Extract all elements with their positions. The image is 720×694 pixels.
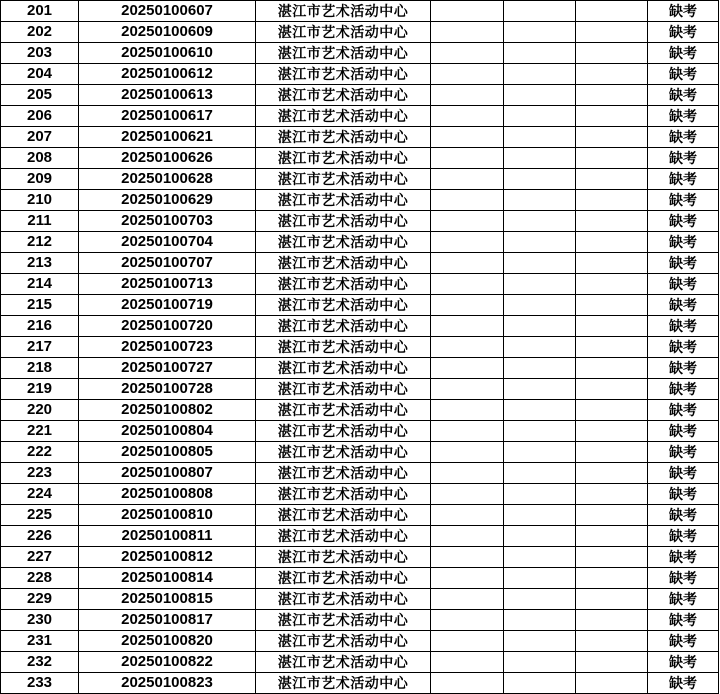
exam-id-cell: 20250100812 [79, 547, 256, 568]
table-row [1, 547, 719, 568]
table-row [1, 589, 719, 610]
blank-cell [504, 547, 576, 568]
row-number-cell: 207 [1, 127, 79, 148]
unit-name-cell: 湛江市艺术活动中心 [256, 505, 431, 526]
row-number-cell: 222 [1, 442, 79, 463]
blank-cell [431, 610, 504, 631]
blank-cell [504, 148, 576, 169]
unit-name-cell: 湛江市艺术活动中心 [256, 421, 431, 442]
status-cell: 缺考 [648, 442, 719, 463]
row-number-cell: 218 [1, 358, 79, 379]
status-cell: 缺考 [648, 64, 719, 85]
blank-cell [576, 316, 648, 337]
row-number-cell: 228 [1, 568, 79, 589]
exam-id-cell: 20250100610 [79, 43, 256, 64]
blank-cell [431, 442, 504, 463]
blank-cell [576, 568, 648, 589]
table-row [1, 652, 719, 673]
blank-cell [576, 379, 648, 400]
blank-cell [576, 127, 648, 148]
unit-name-cell: 湛江市艺术活动中心 [256, 43, 431, 64]
row-number-cell: 206 [1, 106, 79, 127]
unit-name-cell: 湛江市艺术活动中心 [256, 295, 431, 316]
unit-name-cell: 湛江市艺术活动中心 [256, 526, 431, 547]
table-row [1, 295, 719, 316]
status-cell: 缺考 [648, 316, 719, 337]
unit-name-cell: 湛江市艺术活动中心 [256, 442, 431, 463]
blank-cell [431, 505, 504, 526]
table-row [1, 190, 719, 211]
status-cell: 缺考 [648, 169, 719, 190]
unit-name-cell: 湛江市艺术活动中心 [256, 253, 431, 274]
blank-cell [576, 232, 648, 253]
row-number-cell: 224 [1, 484, 79, 505]
blank-cell [576, 400, 648, 421]
blank-cell [504, 589, 576, 610]
status-cell: 缺考 [648, 400, 719, 421]
row-number-cell: 208 [1, 148, 79, 169]
status-cell: 缺考 [648, 85, 719, 106]
blank-cell [576, 148, 648, 169]
status-cell: 缺考 [648, 547, 719, 568]
unit-name-cell: 湛江市艺术活动中心 [256, 22, 431, 43]
table-row [1, 1, 719, 22]
row-number-cell: 203 [1, 43, 79, 64]
table-row [1, 400, 719, 421]
exam-id-cell: 20250100628 [79, 169, 256, 190]
blank-cell [576, 589, 648, 610]
row-number-cell: 204 [1, 64, 79, 85]
exam-id-cell: 20250100804 [79, 421, 256, 442]
blank-cell [576, 211, 648, 232]
table-row [1, 526, 719, 547]
table-row [1, 463, 719, 484]
blank-cell [504, 316, 576, 337]
status-cell: 缺考 [648, 232, 719, 253]
unit-name-cell: 湛江市艺术活动中心 [256, 106, 431, 127]
status-cell: 缺考 [648, 190, 719, 211]
blank-cell [504, 64, 576, 85]
unit-name-cell: 湛江市艺术活动中心 [256, 85, 431, 106]
status-cell: 缺考 [648, 106, 719, 127]
exam-id-cell: 20250100703 [79, 211, 256, 232]
status-cell: 缺考 [648, 421, 719, 442]
table-row [1, 274, 719, 295]
exam-id-cell: 20250100707 [79, 253, 256, 274]
blank-cell [431, 232, 504, 253]
blank-cell [576, 442, 648, 463]
exam-id-cell: 20250100629 [79, 190, 256, 211]
blank-cell [431, 526, 504, 547]
blank-cell [576, 610, 648, 631]
table-row [1, 127, 719, 148]
unit-name-cell: 湛江市艺术活动中心 [256, 547, 431, 568]
blank-cell [504, 463, 576, 484]
exam-id-cell: 20250100822 [79, 652, 256, 673]
unit-name-cell: 湛江市艺术活动中心 [256, 358, 431, 379]
blank-cell [431, 106, 504, 127]
exam-id-cell: 20250100612 [79, 64, 256, 85]
unit-name-cell: 湛江市艺术活动中心 [256, 232, 431, 253]
status-cell: 缺考 [648, 148, 719, 169]
table-row [1, 253, 719, 274]
exam-id-cell: 20250100621 [79, 127, 256, 148]
exam-id-cell: 20250100817 [79, 610, 256, 631]
blank-cell [431, 673, 504, 694]
unit-name-cell: 湛江市艺术活动中心 [256, 673, 431, 694]
exam-id-cell: 20250100723 [79, 337, 256, 358]
row-number-cell: 230 [1, 610, 79, 631]
table-row [1, 43, 719, 64]
blank-cell [504, 442, 576, 463]
unit-name-cell: 湛江市艺术活动中心 [256, 652, 431, 673]
row-number-cell: 227 [1, 547, 79, 568]
table-row [1, 85, 719, 106]
row-number-cell: 211 [1, 211, 79, 232]
blank-cell [504, 568, 576, 589]
blank-cell [576, 526, 648, 547]
unit-name-cell: 湛江市艺术活动中心 [256, 463, 431, 484]
exam-id-cell: 20250100720 [79, 316, 256, 337]
row-number-cell: 231 [1, 631, 79, 652]
blank-cell [504, 421, 576, 442]
status-cell: 缺考 [648, 631, 719, 652]
blank-cell [504, 43, 576, 64]
blank-cell [431, 358, 504, 379]
blank-cell [431, 463, 504, 484]
status-cell: 缺考 [648, 568, 719, 589]
blank-cell [576, 547, 648, 568]
blank-cell [431, 652, 504, 673]
table-row [1, 484, 719, 505]
row-number-cell: 215 [1, 295, 79, 316]
exam-id-cell: 20250100814 [79, 568, 256, 589]
unit-name-cell: 湛江市艺术活动中心 [256, 169, 431, 190]
blank-cell [504, 190, 576, 211]
blank-cell [504, 253, 576, 274]
table-row [1, 169, 719, 190]
blank-cell [431, 169, 504, 190]
table-row [1, 568, 719, 589]
unit-name-cell: 湛江市艺术活动中心 [256, 400, 431, 421]
row-number-cell: 214 [1, 274, 79, 295]
unit-name-cell: 湛江市艺术活动中心 [256, 274, 431, 295]
status-cell: 缺考 [648, 673, 719, 694]
row-number-cell: 212 [1, 232, 79, 253]
row-number-cell: 209 [1, 169, 79, 190]
exam-id-cell: 20250100810 [79, 505, 256, 526]
unit-name-cell: 湛江市艺术活动中心 [256, 589, 431, 610]
row-number-cell: 205 [1, 85, 79, 106]
status-cell: 缺考 [648, 652, 719, 673]
status-cell: 缺考 [648, 484, 719, 505]
table-row [1, 22, 719, 43]
blank-cell [504, 379, 576, 400]
blank-cell [576, 337, 648, 358]
blank-cell [504, 169, 576, 190]
blank-cell [431, 547, 504, 568]
unit-name-cell: 湛江市艺术活动中心 [256, 211, 431, 232]
status-cell: 缺考 [648, 358, 719, 379]
blank-cell [504, 127, 576, 148]
blank-cell [431, 379, 504, 400]
status-cell: 缺考 [648, 1, 719, 22]
blank-cell [504, 1, 576, 22]
exam-id-cell: 20250100613 [79, 85, 256, 106]
row-number-cell: 232 [1, 652, 79, 673]
blank-cell [576, 169, 648, 190]
blank-cell [431, 211, 504, 232]
blank-cell [576, 673, 648, 694]
table-row [1, 148, 719, 169]
blank-cell [576, 43, 648, 64]
table-body [1, 1, 719, 694]
status-cell: 缺考 [648, 127, 719, 148]
exam-id-cell: 20250100727 [79, 358, 256, 379]
row-number-cell: 213 [1, 253, 79, 274]
exam-id-cell: 20250100609 [79, 22, 256, 43]
blank-cell [576, 190, 648, 211]
blank-cell [504, 505, 576, 526]
table-row [1, 211, 719, 232]
table-row [1, 379, 719, 400]
unit-name-cell: 湛江市艺术活动中心 [256, 337, 431, 358]
blank-cell [431, 295, 504, 316]
table-row [1, 232, 719, 253]
unit-name-cell: 湛江市艺术活动中心 [256, 316, 431, 337]
blank-cell [431, 589, 504, 610]
exam-id-cell: 20250100607 [79, 1, 256, 22]
unit-name-cell: 湛江市艺术活动中心 [256, 484, 431, 505]
blank-cell [504, 526, 576, 547]
blank-cell [431, 337, 504, 358]
table-row [1, 505, 719, 526]
unit-name-cell: 湛江市艺术活动中心 [256, 631, 431, 652]
blank-cell [504, 484, 576, 505]
exam-id-cell: 20250100719 [79, 295, 256, 316]
status-cell: 缺考 [648, 274, 719, 295]
blank-cell [576, 484, 648, 505]
table-row [1, 337, 719, 358]
blank-cell [576, 274, 648, 295]
exam-id-cell: 20250100820 [79, 631, 256, 652]
blank-cell [431, 64, 504, 85]
blank-cell [576, 85, 648, 106]
unit-name-cell: 湛江市艺术活动中心 [256, 127, 431, 148]
blank-cell [431, 43, 504, 64]
blank-cell [431, 22, 504, 43]
unit-name-cell: 湛江市艺术活动中心 [256, 610, 431, 631]
exam-id-cell: 20250100807 [79, 463, 256, 484]
blank-cell [504, 673, 576, 694]
row-number-cell: 223 [1, 463, 79, 484]
blank-cell [431, 274, 504, 295]
blank-cell [431, 631, 504, 652]
row-number-cell: 217 [1, 337, 79, 358]
status-cell: 缺考 [648, 589, 719, 610]
status-cell: 缺考 [648, 43, 719, 64]
row-number-cell: 229 [1, 589, 79, 610]
blank-cell [504, 232, 576, 253]
unit-name-cell: 湛江市艺术活动中心 [256, 148, 431, 169]
table-row [1, 673, 719, 694]
blank-cell [431, 568, 504, 589]
blank-cell [431, 1, 504, 22]
unit-name-cell: 湛江市艺术活动中心 [256, 1, 431, 22]
blank-cell [431, 148, 504, 169]
table-row [1, 106, 719, 127]
status-cell: 缺考 [648, 22, 719, 43]
status-cell: 缺考 [648, 337, 719, 358]
row-number-cell: 233 [1, 673, 79, 694]
exam-id-cell: 20250100805 [79, 442, 256, 463]
blank-cell [504, 631, 576, 652]
exam-id-cell: 20250100823 [79, 673, 256, 694]
exam-id-cell: 20250100802 [79, 400, 256, 421]
unit-name-cell: 湛江市艺术活动中心 [256, 568, 431, 589]
table-row [1, 316, 719, 337]
exam-id-cell: 20250100617 [79, 106, 256, 127]
blank-cell [504, 400, 576, 421]
row-number-cell: 210 [1, 190, 79, 211]
exam-id-cell: 20250100704 [79, 232, 256, 253]
blank-cell [576, 652, 648, 673]
blank-cell [504, 106, 576, 127]
row-number-cell: 220 [1, 400, 79, 421]
blank-cell [504, 274, 576, 295]
table-row [1, 64, 719, 85]
exam-id-cell: 20250100815 [79, 589, 256, 610]
blank-cell [504, 610, 576, 631]
status-cell: 缺考 [648, 379, 719, 400]
blank-cell [431, 400, 504, 421]
blank-cell [431, 190, 504, 211]
exam-id-cell: 20250100808 [79, 484, 256, 505]
row-number-cell: 226 [1, 526, 79, 547]
blank-cell [431, 85, 504, 106]
row-number-cell: 201 [1, 1, 79, 22]
status-cell: 缺考 [648, 610, 719, 631]
blank-cell [431, 484, 504, 505]
blank-cell [576, 1, 648, 22]
blank-cell [576, 295, 648, 316]
exam-id-cell: 20250100811 [79, 526, 256, 547]
blank-cell [431, 127, 504, 148]
unit-name-cell: 湛江市艺术活动中心 [256, 190, 431, 211]
blank-cell [504, 295, 576, 316]
blank-cell [576, 106, 648, 127]
unit-name-cell: 湛江市艺术活动中心 [256, 64, 431, 85]
row-number-cell: 225 [1, 505, 79, 526]
blank-cell [504, 358, 576, 379]
blank-cell [576, 253, 648, 274]
blank-cell [576, 505, 648, 526]
blank-cell [504, 211, 576, 232]
status-cell: 缺考 [648, 526, 719, 547]
exam-id-cell: 20250100713 [79, 274, 256, 295]
status-cell: 缺考 [648, 253, 719, 274]
blank-cell [504, 652, 576, 673]
blank-cell [576, 463, 648, 484]
blank-cell [504, 85, 576, 106]
status-cell: 缺考 [648, 211, 719, 232]
blank-cell [431, 316, 504, 337]
blank-cell [576, 421, 648, 442]
blank-cell [576, 631, 648, 652]
blank-cell [504, 337, 576, 358]
row-number-cell: 216 [1, 316, 79, 337]
blank-cell [576, 22, 648, 43]
exam-id-cell: 20250100728 [79, 379, 256, 400]
table-row [1, 610, 719, 631]
blank-cell [431, 421, 504, 442]
status-cell: 缺考 [648, 505, 719, 526]
status-cell: 缺考 [648, 463, 719, 484]
blank-cell [431, 253, 504, 274]
table-row [1, 631, 719, 652]
row-number-cell: 219 [1, 379, 79, 400]
table-row [1, 442, 719, 463]
table-row [1, 421, 719, 442]
row-number-cell: 202 [1, 22, 79, 43]
status-cell: 缺考 [648, 295, 719, 316]
blank-cell [576, 64, 648, 85]
row-number-cell: 221 [1, 421, 79, 442]
exam-id-cell: 20250100626 [79, 148, 256, 169]
blank-cell [576, 358, 648, 379]
table-row [1, 358, 719, 379]
blank-cell [504, 22, 576, 43]
unit-name-cell: 湛江市艺术活动中心 [256, 379, 431, 400]
